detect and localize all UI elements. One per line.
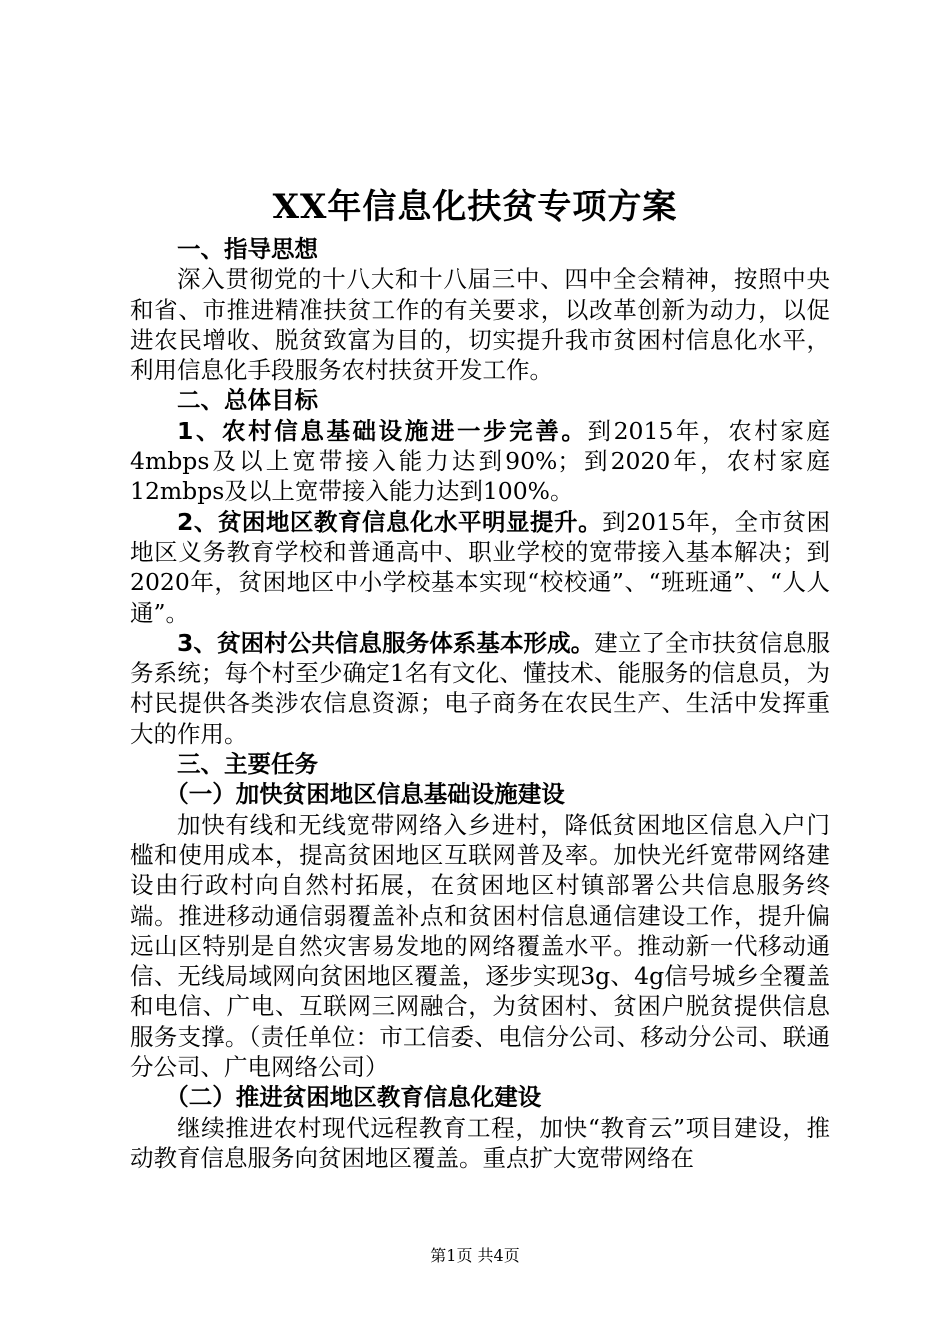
goal-1-lead: 1、农村信息基础设施进一步完善。 <box>177 416 588 445</box>
document-body <box>130 234 830 1173</box>
section-heading-main-tasks: 三、主要任务 <box>177 750 318 779</box>
paragraph-guiding-ideology: 深入贯彻党的十八大和十八届三中、四中全会精神，按照中央和省、市推进精准扶贫工作的有关要求，以改革创新为动力，以促进农民增收、脱贫致富为目的，切实提升我市贫困村信息化水平，利用信息化手段服务农村扶贫开发工作。 <box>130 265 830 385</box>
section-heading-guiding-ideology: 一、指导思想 <box>177 235 318 263</box>
paragraph-infrastructure: 加快有线和无线宽带网络入乡进村，降低贫困地区信息入户门槛和使用成本，提高贫困地区互联网普及率。加快光纤宽带网络建设由行政村向自然村拓展，在贫困地区村镇部署公共信息服务终端。推进移动通信弱覆盖补点和贫困村信息通信建设工作，提升偏远山区特别是自然灾害易发地的网络覆盖水平。推动新一代移动通信、无线局域网向贫困地区覆盖，逐步实现3g、4g信号城乡全覆盖和电信、广电、互联网三网融合，为贫困村、贫困户脱贫提供信息服务支撑。（责任单位：市工信委、电信分公司、移动分公司、联通分公司、广电网络公司） <box>130 810 830 1082</box>
subsection-heading-education: （二）推进贫困地区教育信息化建设 <box>165 1083 542 1112</box>
section-heading-overall-goals: 二、总体目标 <box>177 386 318 415</box>
goal-2-text: 到2015年，全市贫困地区义务教育学校和普通高中、职业学校的宽带接入基本解决；到2020年，贫困地区中小学校基本实现“校校通”、“班班通”、“人人通”。 <box>130 507 830 627</box>
document-title: XX年信息化扶贫专项方案 <box>272 187 678 227</box>
goal-3-text: 建立了全市扶贫信息服务系统；每个村至少确定1名有文化、懂技术、能服务的信息员，为村民提供各类涉农信息资源；电子商务在农民生产、生活中发挥重大的作用。 <box>130 628 830 748</box>
paragraph-education: 继续推进农村现代远程教育工程，加快“教育云”项目建设，推动教育信息服务向贫困地区覆盖。重点扩大宽带网络在 <box>130 1113 830 1172</box>
paragraph-goal-3 <box>130 628 830 749</box>
paragraph-goal-2 <box>130 507 830 628</box>
subsection-heading-infrastructure: （一）加快贫困地区信息基础设施建设 <box>165 780 565 809</box>
page-footer: 第1页 共4页 <box>430 1246 520 1265</box>
goal-1-text: 到2015年，农村家庭4mbps及以上宽带接入能力达到90%；到2020年，农村家庭12mbps及以上宽带接入能力达到100%。 <box>130 416 830 506</box>
paragraph-goal-1 <box>130 416 830 507</box>
goal-3-lead: 3、贫困村公共信息服务体系基本形成。 <box>177 628 595 657</box>
goal-2-lead: 2、贫困地区教育信息化水平明显提升。 <box>177 507 603 536</box>
